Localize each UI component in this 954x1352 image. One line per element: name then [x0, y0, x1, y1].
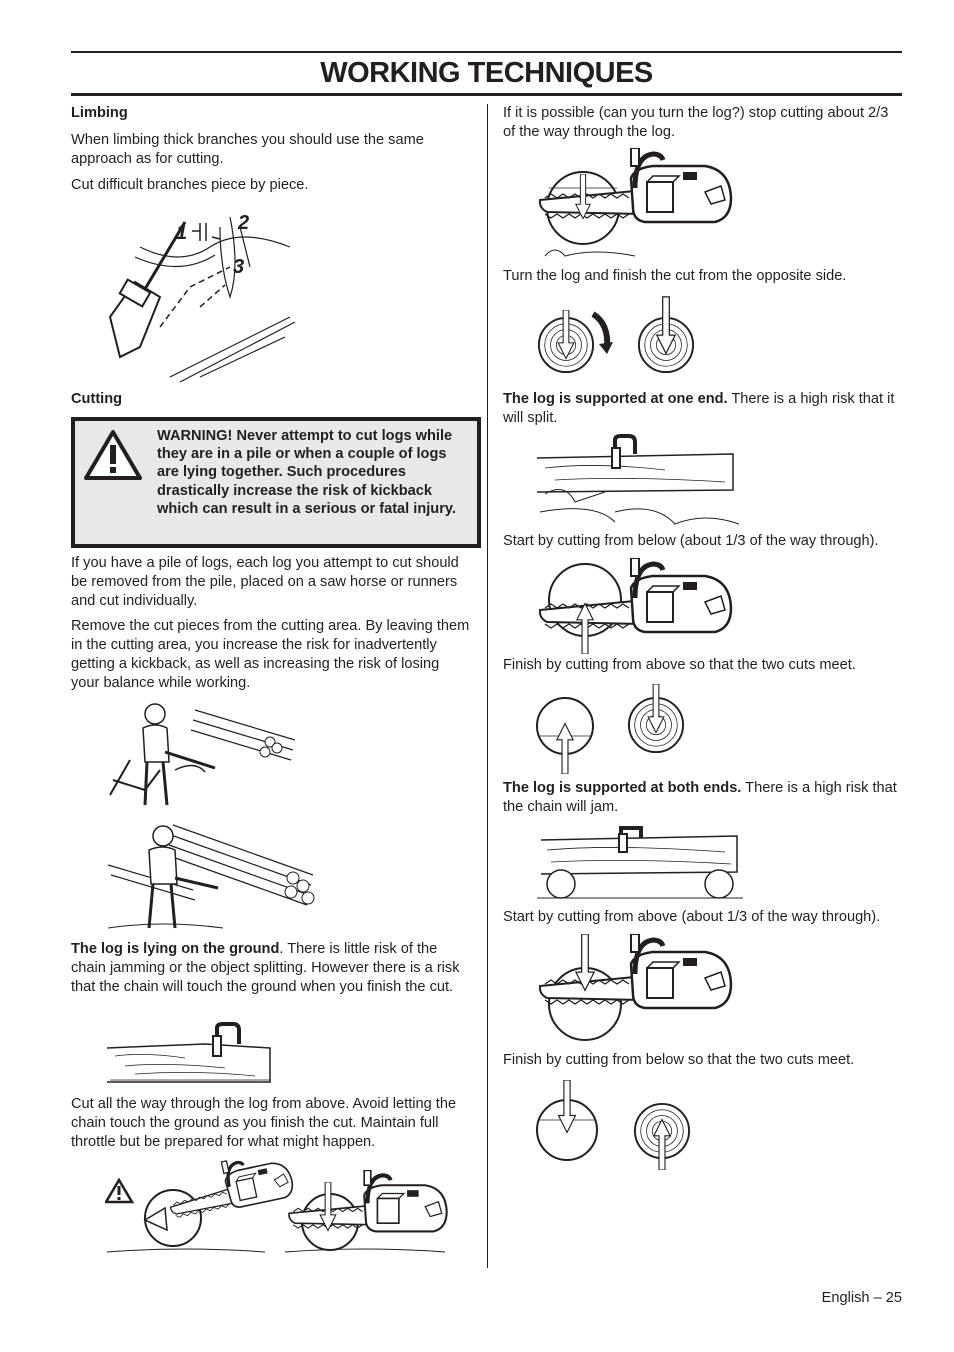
one-end-step2: Finish by cutting from above so that the two cuts meet. — [503, 657, 856, 673]
both-ends-paragraph — [503, 779, 903, 817]
both-ends-bold: The log is supported at both ends. — [503, 780, 742, 796]
cutting-heading: Cutting — [71, 391, 123, 407]
limbing-label-3: 3 — [233, 256, 245, 278]
limbing-illustration — [100, 207, 300, 387]
ground-log-illustration — [105, 1022, 275, 1088]
through-paragraph: Cut all the way through the log from above. Avoid letting the chain touch the ground as you finish the cut. Maintain full throttle but be prepared for what might happen. — [71, 1096, 457, 1150]
both-ends-step2: Finish by cutting from below so that the two cuts meet. — [503, 1052, 855, 1068]
turn-cut-illustration — [535, 148, 735, 260]
ground-rest: . There is little risk of the chain jamming or the object splitting. However there is a risk that the chain will touch the ground when you finish the cut. — [71, 941, 460, 995]
one-end-cut-below-illustration — [535, 558, 735, 658]
sawhorse-illustration — [105, 700, 305, 818]
one-end-meet-illustration — [535, 684, 695, 776]
turn-paragraph: If it is possible (can you turn the log?) stop cutting about 2/3 of the way through the log. — [503, 105, 889, 140]
cut-pieces-paragraph: Remove the cut pieces from the cutting area. By leaving them in the cutting area, you increase the risk for inadvertently getting a kickback, as well as increasing the risk of losing your balance while working. — [71, 618, 470, 691]
limbing-paragraph: When limbing thick branches you should use the same approach as for cutting. — [71, 132, 424, 167]
column-divider — [487, 104, 488, 1268]
one-end-step1: Start by cutting from below (about 1/3 of the way through). — [503, 533, 879, 549]
limbing-label-2: 2 — [238, 212, 250, 234]
header-rule-top — [71, 51, 902, 53]
both-ends-log-illustration — [535, 826, 745, 902]
turn-finish-paragraph: Turn the log and finish the cut from the opposite side. — [503, 268, 847, 284]
kickback-illustration — [105, 1160, 450, 1258]
one-end-rest: There is a high risk that it will split. — [503, 391, 895, 426]
pile-paragraph: If you have a pile of logs, each log you attempt to cut should be removed from the pile, placed on a saw horse or runners and cut individually. — [71, 555, 459, 609]
ground-paragraph — [71, 940, 471, 997]
turn-log-illustration — [535, 296, 705, 386]
both-ends-rest: There is a high risk that the chain will jam. — [503, 780, 897, 815]
limbing-label-1: 1 — [176, 222, 188, 244]
page-title: WORKING TECHNIQUES — [320, 57, 653, 89]
one-end-bold: The log is supported at one end. — [503, 391, 728, 407]
ground-bold: The log is lying on the ground — [71, 941, 280, 957]
limbing-paragraph-2: Cut difficult branches piece by piece. — [71, 177, 309, 193]
warning-text: WARNING! Never attempt to cut logs while they are in a pile or when a couple of logs are lying together. Such procedures drastically increase the risk of kickback which can result in a serious or fatal injury. — [157, 428, 456, 517]
both-ends-meet-illustration — [535, 1080, 695, 1172]
log-pile-illustration — [103, 820, 328, 932]
limbing-heading: Limbing — [71, 105, 128, 121]
one-end-log-illustration — [535, 432, 740, 528]
header-rule-bottom — [71, 93, 902, 96]
page-number: English – 25 — [821, 1290, 902, 1306]
warning-triangle-icon — [83, 429, 143, 481]
warning-box — [71, 417, 481, 548]
one-end-paragraph — [503, 390, 903, 428]
both-ends-step1: Start by cutting from above (about 1/3 of the way through). — [503, 909, 881, 925]
both-ends-cut-above-illustration — [535, 934, 735, 1044]
